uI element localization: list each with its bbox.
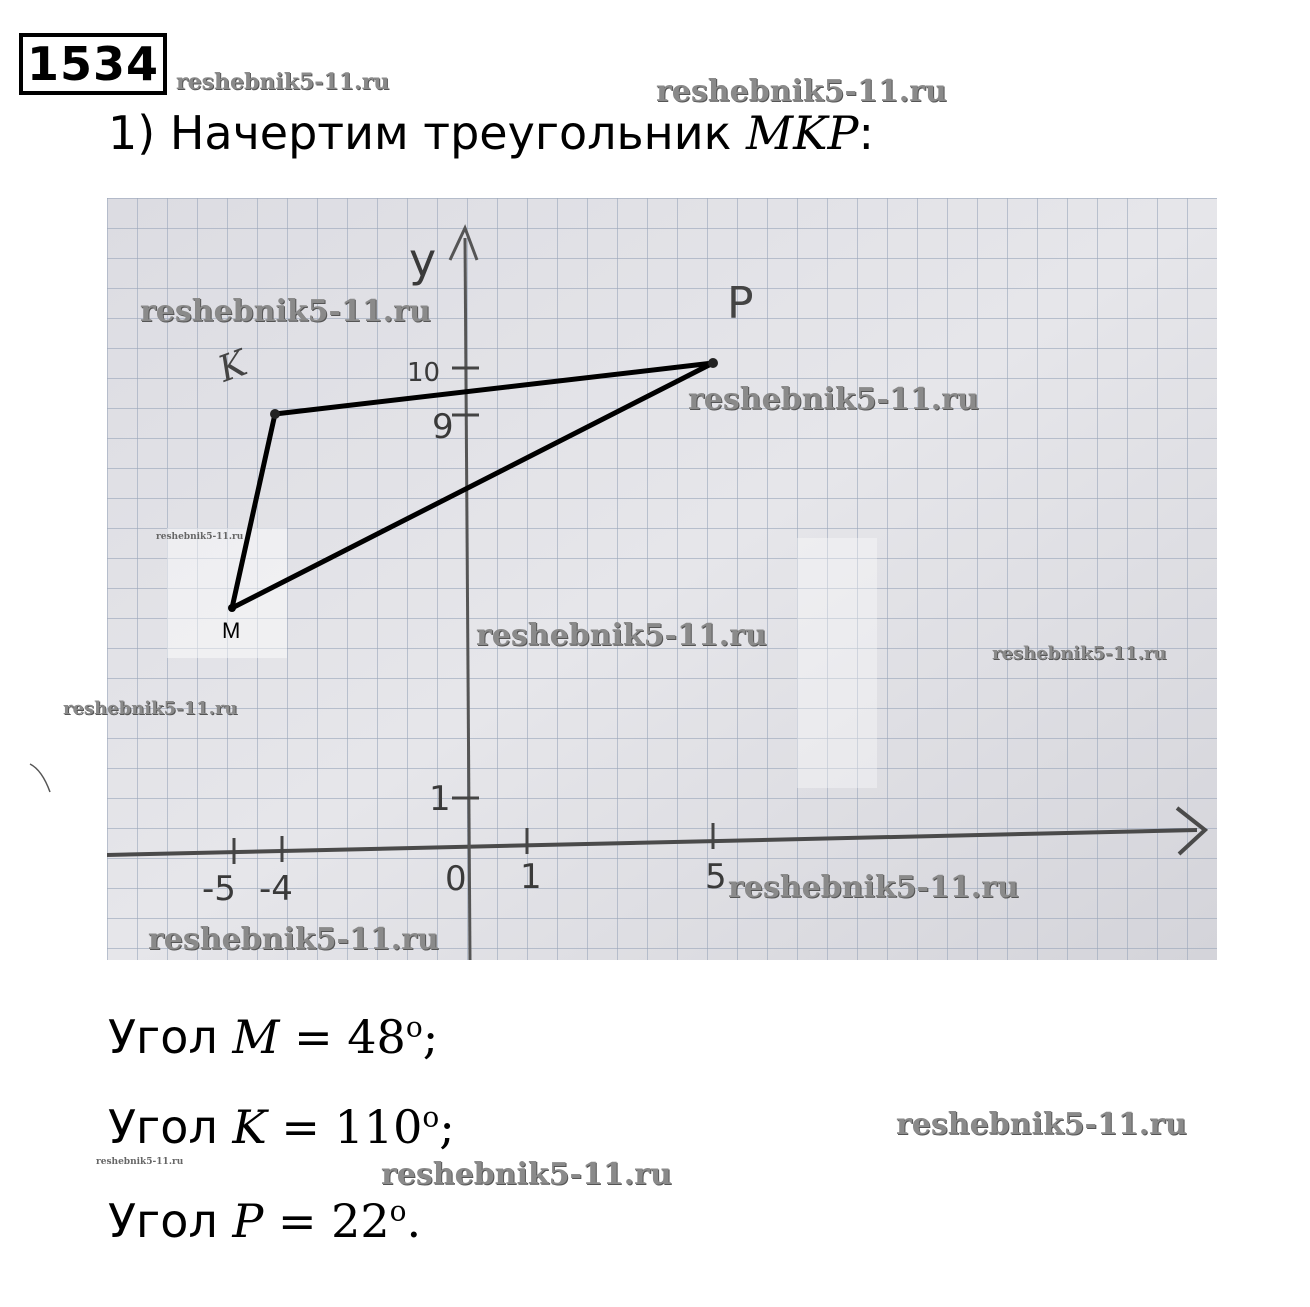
answer-angle-m	[108, 1010, 438, 1064]
watermark: reshebnik5-11.ru	[992, 643, 1167, 664]
answer-angle-p	[108, 1194, 421, 1248]
point-p	[708, 358, 718, 368]
point-label-p: P	[727, 278, 754, 329]
answer-word: Угол	[108, 1194, 233, 1248]
watermark: reshebnik5-11.ru	[96, 1157, 184, 1167]
triangle-name: MKP	[746, 106, 859, 160]
paper-patch	[797, 538, 877, 788]
heading-colon: :	[858, 106, 874, 160]
answer-end: .	[406, 1194, 422, 1248]
heading	[108, 106, 874, 160]
heading-text: 1) Начертим треугольник	[108, 106, 747, 160]
y-tick-label: 9	[432, 407, 454, 447]
y-tick-label: 10	[407, 358, 441, 388]
watermark: reshebnik5-11.ru	[176, 69, 390, 95]
point-k	[270, 409, 280, 419]
answer-eq: =	[279, 1010, 348, 1064]
answer-angle-k	[108, 1100, 455, 1154]
x-tick-label: 1	[520, 857, 542, 897]
point-label-m: M	[222, 618, 241, 643]
x-tick-label: 0	[445, 859, 467, 899]
watermark: reshebnik5-11.ru	[476, 618, 767, 653]
watermark: reshebnik5-11.ru	[156, 532, 244, 542]
x-tick-label: 5	[705, 857, 727, 897]
watermark: reshebnik5-11.ru	[63, 698, 238, 719]
answer-end: ;	[439, 1100, 455, 1154]
point-m	[228, 604, 236, 612]
answer-end: ;	[422, 1010, 439, 1064]
answer-word: Угол	[108, 1010, 233, 1064]
watermark: reshebnik5-11.ru	[381, 1157, 672, 1192]
answer-var: K	[232, 1100, 267, 1154]
answer-value: 48	[347, 1010, 406, 1064]
watermark: reshebnik5-11.ru	[896, 1107, 1187, 1142]
watermark: reshebnik5-11.ru	[140, 294, 431, 329]
answer-value: 22	[331, 1194, 390, 1248]
y-tick-label: 1	[429, 779, 451, 819]
answer-var: P	[232, 1194, 264, 1248]
answer-var: M	[232, 1010, 280, 1064]
answer-value: 110	[334, 1100, 423, 1154]
y-axis-label: y	[409, 233, 437, 287]
watermark: reshebnik5-11.ru	[688, 382, 979, 417]
watermark: reshebnik5-11.ru	[728, 870, 1019, 905]
watermark: reshebnik5-11.ru	[148, 922, 439, 957]
degree-sign: o	[389, 1194, 407, 1228]
answer-eq: =	[263, 1194, 332, 1248]
answer-word: Угол	[108, 1100, 233, 1154]
x-tick-label: -5	[202, 869, 236, 909]
degree-sign: o	[422, 1100, 440, 1134]
degree-sign: o	[405, 1010, 423, 1044]
answer-eq: =	[266, 1100, 335, 1154]
watermark: reshebnik5-11.ru	[656, 74, 947, 109]
problem-number: 1534	[19, 33, 167, 95]
stray-mark	[28, 760, 58, 796]
x-tick-label: -4	[259, 869, 293, 909]
point-label-k: K	[213, 342, 253, 391]
